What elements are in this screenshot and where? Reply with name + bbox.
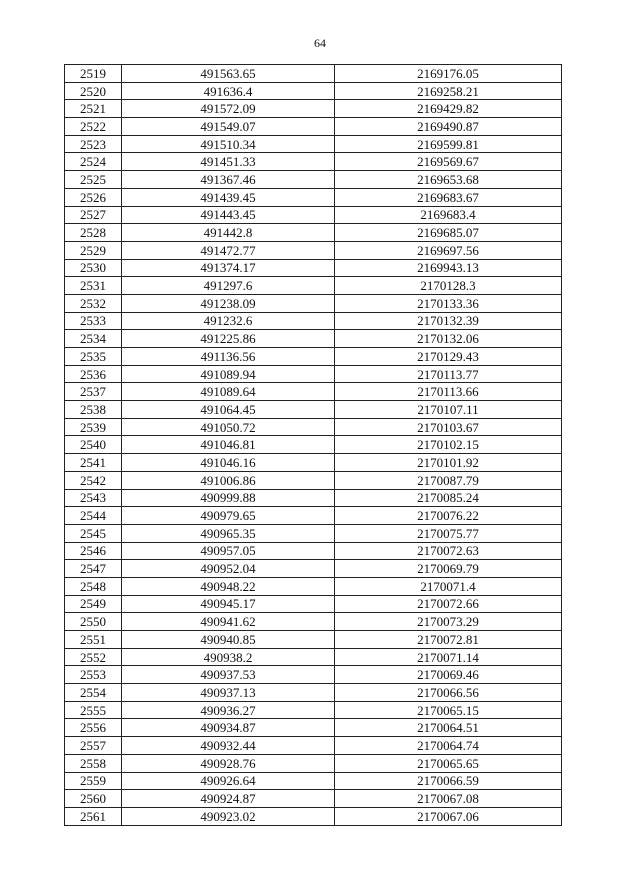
- x-coordinate-cell: 490926.64: [122, 772, 335, 790]
- y-coordinate-cell: 2170103.67: [335, 418, 562, 436]
- point-number-cell: 2553: [65, 666, 122, 684]
- x-coordinate-cell: 491374.17: [122, 259, 335, 277]
- x-coordinate-cell: 490932.44: [122, 737, 335, 755]
- point-number-cell: 2539: [65, 418, 122, 436]
- table-row: [65, 454, 562, 472]
- table-row: [65, 118, 562, 136]
- point-number-cell: 2559: [65, 772, 122, 790]
- table-row: [65, 224, 562, 242]
- x-coordinate-cell: 491225.86: [122, 330, 335, 348]
- y-coordinate-cell: 2170128.3: [335, 277, 562, 295]
- point-number-cell: 2547: [65, 560, 122, 578]
- table-row: [65, 719, 562, 737]
- x-coordinate-cell: 491563.65: [122, 65, 335, 83]
- x-coordinate-cell: 491439.45: [122, 188, 335, 206]
- table-row: [65, 471, 562, 489]
- x-coordinate-cell: 490928.76: [122, 754, 335, 772]
- table-row: [65, 401, 562, 419]
- y-coordinate-cell: 2170064.51: [335, 719, 562, 737]
- x-coordinate-cell: 490945.17: [122, 595, 335, 613]
- table-row: [65, 631, 562, 649]
- table-row: [65, 436, 562, 454]
- table-row: [65, 259, 562, 277]
- y-coordinate-cell: 2169683.4: [335, 206, 562, 224]
- point-number-cell: 2519: [65, 65, 122, 83]
- y-coordinate-cell: 2170065.65: [335, 754, 562, 772]
- y-coordinate-cell: 2170071.4: [335, 577, 562, 595]
- point-number-cell: 2530: [65, 259, 122, 277]
- point-number-cell: 2554: [65, 684, 122, 702]
- table-row: [65, 507, 562, 525]
- y-coordinate-cell: 2170075.77: [335, 524, 562, 542]
- x-coordinate-cell: 491046.16: [122, 454, 335, 472]
- y-coordinate-cell: 2169569.67: [335, 153, 562, 171]
- point-number-cell: 2537: [65, 383, 122, 401]
- y-coordinate-cell: 2170107.11: [335, 401, 562, 419]
- table-row: [65, 171, 562, 189]
- x-coordinate-cell: 491297.6: [122, 277, 335, 295]
- x-coordinate-cell: 491238.09: [122, 294, 335, 312]
- table-row: [65, 135, 562, 153]
- point-number-cell: 2532: [65, 294, 122, 312]
- y-coordinate-cell: 2169490.87: [335, 118, 562, 136]
- y-coordinate-cell: 2170073.29: [335, 613, 562, 631]
- x-coordinate-cell: 491232.6: [122, 312, 335, 330]
- x-coordinate-cell: 490937.53: [122, 666, 335, 684]
- table-row: [65, 754, 562, 772]
- x-coordinate-cell: 491443.45: [122, 206, 335, 224]
- y-coordinate-cell: 2170069.79: [335, 560, 562, 578]
- table-row: [65, 790, 562, 808]
- point-number-cell: 2520: [65, 82, 122, 100]
- y-coordinate-cell: 2170087.79: [335, 471, 562, 489]
- table-row: [65, 188, 562, 206]
- y-coordinate-cell: 2170072.63: [335, 542, 562, 560]
- y-coordinate-cell: 2170065.15: [335, 701, 562, 719]
- point-number-cell: 2541: [65, 454, 122, 472]
- table-row: [65, 82, 562, 100]
- y-coordinate-cell: 2170072.81: [335, 631, 562, 649]
- point-number-cell: 2526: [65, 188, 122, 206]
- table-row: [65, 294, 562, 312]
- x-coordinate-cell: 491549.07: [122, 118, 335, 136]
- x-coordinate-cell: 491046.81: [122, 436, 335, 454]
- table-row: [65, 666, 562, 684]
- table-row: [65, 648, 562, 666]
- point-number-cell: 2542: [65, 471, 122, 489]
- table-row: [65, 613, 562, 631]
- y-coordinate-cell: 2170072.66: [335, 595, 562, 613]
- coordinates-table: [64, 64, 562, 826]
- table-row: [65, 807, 562, 825]
- y-coordinate-cell: 2169697.56: [335, 241, 562, 259]
- y-coordinate-cell: 2169653.68: [335, 171, 562, 189]
- x-coordinate-cell: 491442.8: [122, 224, 335, 242]
- table-row: [65, 100, 562, 118]
- point-number-cell: 2524: [65, 153, 122, 171]
- point-number-cell: 2551: [65, 631, 122, 649]
- y-coordinate-cell: 2169429.82: [335, 100, 562, 118]
- x-coordinate-cell: 491006.86: [122, 471, 335, 489]
- point-number-cell: 2560: [65, 790, 122, 808]
- table-row: [65, 418, 562, 436]
- point-number-cell: 2557: [65, 737, 122, 755]
- x-coordinate-cell: 490999.88: [122, 489, 335, 507]
- table-row: [65, 383, 562, 401]
- point-number-cell: 2543: [65, 489, 122, 507]
- y-coordinate-cell: 2170067.06: [335, 807, 562, 825]
- y-coordinate-cell: 2170101.92: [335, 454, 562, 472]
- point-number-cell: 2546: [65, 542, 122, 560]
- x-coordinate-cell: 490924.87: [122, 790, 335, 808]
- point-number-cell: 2529: [65, 241, 122, 259]
- x-coordinate-cell: 490934.87: [122, 719, 335, 737]
- point-number-cell: 2548: [65, 577, 122, 595]
- y-coordinate-cell: 2170066.59: [335, 772, 562, 790]
- x-coordinate-cell: 491089.94: [122, 365, 335, 383]
- x-coordinate-cell: 491367.46: [122, 171, 335, 189]
- x-coordinate-cell: 490948.22: [122, 577, 335, 595]
- x-coordinate-cell: 490965.35: [122, 524, 335, 542]
- point-number-cell: 2536: [65, 365, 122, 383]
- point-number-cell: 2521: [65, 100, 122, 118]
- y-coordinate-cell: 2170067.08: [335, 790, 562, 808]
- x-coordinate-cell: 490936.27: [122, 701, 335, 719]
- x-coordinate-cell: 491572.09: [122, 100, 335, 118]
- y-coordinate-cell: 2170133.36: [335, 294, 562, 312]
- point-number-cell: 2555: [65, 701, 122, 719]
- table-row: [65, 577, 562, 595]
- y-coordinate-cell: 2169943.13: [335, 259, 562, 277]
- x-coordinate-cell: 490957.05: [122, 542, 335, 560]
- y-coordinate-cell: 2170069.46: [335, 666, 562, 684]
- point-number-cell: 2556: [65, 719, 122, 737]
- table-row: [65, 153, 562, 171]
- table-row: [65, 365, 562, 383]
- x-coordinate-cell: 491636.4: [122, 82, 335, 100]
- table-row: [65, 277, 562, 295]
- table-row: [65, 701, 562, 719]
- y-coordinate-cell: 2170132.39: [335, 312, 562, 330]
- x-coordinate-cell: 490923.02: [122, 807, 335, 825]
- y-coordinate-cell: 2170132.06: [335, 330, 562, 348]
- x-coordinate-cell: 491136.56: [122, 348, 335, 366]
- y-coordinate-cell: 2170113.77: [335, 365, 562, 383]
- table-row: [65, 772, 562, 790]
- x-coordinate-cell: 491064.45: [122, 401, 335, 419]
- point-number-cell: 2561: [65, 807, 122, 825]
- table-row: [65, 348, 562, 366]
- x-coordinate-cell: 490979.65: [122, 507, 335, 525]
- table-row: [65, 524, 562, 542]
- y-coordinate-cell: 2169176.05: [335, 65, 562, 83]
- point-number-cell: 2558: [65, 754, 122, 772]
- point-number-cell: 2533: [65, 312, 122, 330]
- y-coordinate-cell: 2170129.43: [335, 348, 562, 366]
- x-coordinate-cell: 491451.33: [122, 153, 335, 171]
- point-number-cell: 2545: [65, 524, 122, 542]
- x-coordinate-cell: 490941.62: [122, 613, 335, 631]
- point-number-cell: 2534: [65, 330, 122, 348]
- x-coordinate-cell: 491050.72: [122, 418, 335, 436]
- table-row: [65, 65, 562, 83]
- point-number-cell: 2523: [65, 135, 122, 153]
- x-coordinate-cell: 491510.34: [122, 135, 335, 153]
- point-number-cell: 2525: [65, 171, 122, 189]
- table-row: [65, 684, 562, 702]
- x-coordinate-cell: 491472.77: [122, 241, 335, 259]
- y-coordinate-cell: 2169258.21: [335, 82, 562, 100]
- page-number: 64: [314, 36, 326, 50]
- y-coordinate-cell: 2170085.24: [335, 489, 562, 507]
- point-number-cell: 2531: [65, 277, 122, 295]
- y-coordinate-cell: 2169599.81: [335, 135, 562, 153]
- coordinates-table-body: [65, 65, 562, 826]
- point-number-cell: 2550: [65, 613, 122, 631]
- y-coordinate-cell: 2170102.15: [335, 436, 562, 454]
- y-coordinate-cell: 2170064.74: [335, 737, 562, 755]
- y-coordinate-cell: 2169685.07: [335, 224, 562, 242]
- point-number-cell: 2540: [65, 436, 122, 454]
- table-row: [65, 330, 562, 348]
- point-number-cell: 2522: [65, 118, 122, 136]
- point-number-cell: 2552: [65, 648, 122, 666]
- table-row: [65, 560, 562, 578]
- y-coordinate-cell: 2169683.67: [335, 188, 562, 206]
- point-number-cell: 2528: [65, 224, 122, 242]
- table-row: [65, 206, 562, 224]
- point-number-cell: 2535: [65, 348, 122, 366]
- table-row: [65, 595, 562, 613]
- y-coordinate-cell: 2170066.56: [335, 684, 562, 702]
- y-coordinate-cell: 2170113.66: [335, 383, 562, 401]
- point-number-cell: 2549: [65, 595, 122, 613]
- x-coordinate-cell: 490952.04: [122, 560, 335, 578]
- x-coordinate-cell: 491089.64: [122, 383, 335, 401]
- x-coordinate-cell: 490940.85: [122, 631, 335, 649]
- table-row: [65, 542, 562, 560]
- x-coordinate-cell: 490937.13: [122, 684, 335, 702]
- point-number-cell: 2538: [65, 401, 122, 419]
- point-number-cell: 2544: [65, 507, 122, 525]
- table-row: [65, 312, 562, 330]
- point-number-cell: 2527: [65, 206, 122, 224]
- y-coordinate-cell: 2170076.22: [335, 507, 562, 525]
- x-coordinate-cell: 490938.2: [122, 648, 335, 666]
- table-row: [65, 241, 562, 259]
- table-row: [65, 489, 562, 507]
- y-coordinate-cell: 2170071.14: [335, 648, 562, 666]
- table-row: [65, 737, 562, 755]
